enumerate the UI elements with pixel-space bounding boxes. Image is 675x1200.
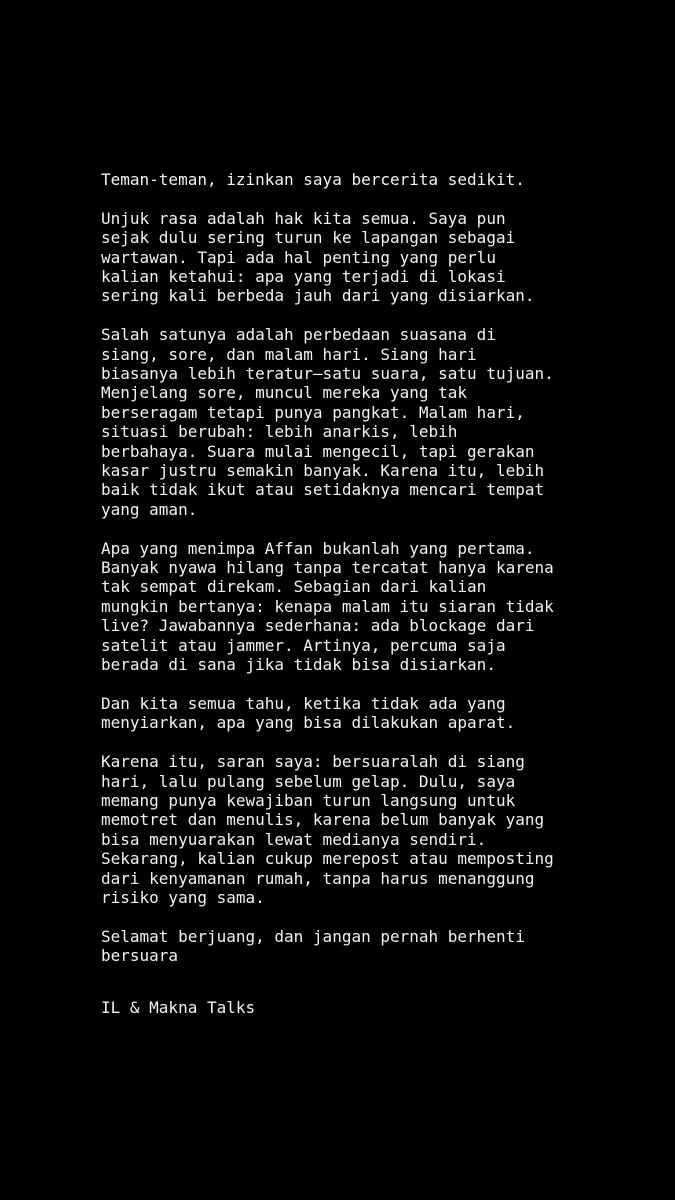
paragraph-closing: [101, 927, 581, 966]
text-line: satelit atau jammer. Artinya, percuma saja: [101, 635, 506, 655]
text-line: Salah satunya adalah perbedaan suasana di: [101, 325, 496, 345]
text-line: Apa yang menimpa Affan bukanlah yang pertama.: [101, 538, 535, 558]
text-line: Sekarang, kalian cukup merepost atau memposting: [101, 849, 554, 869]
text-line: memang punya kewajiban turun langsung untuk: [101, 790, 516, 810]
text-line: kasar justru semakin banyak. Karena itu, lebih: [101, 461, 545, 481]
text-line: hari, lalu pulang sebelum gelap. Dulu, saya: [101, 771, 516, 791]
paragraph-gap: [101, 306, 581, 325]
text-line: Dan kita semua tahu, ketika tidak ada yang: [101, 693, 506, 713]
text-line: siang, sore, dan malam hari. Siang hari: [101, 344, 477, 364]
story-text-block: [101, 170, 581, 966]
text-line: baik tidak ikut atau setidaknya mencari tempat: [101, 480, 545, 500]
text-line: Selamat berjuang, dan jangan pernah berhenti: [101, 926, 525, 946]
text-line: Menjelang sore, muncul mereka yang tak: [101, 383, 468, 403]
text-line: live? Jawabannya sederhana: ada blockage dari: [101, 616, 535, 636]
text-line: yang aman.: [101, 499, 198, 519]
text-line: menyiarkan, apa yang bisa dilakukan aparat.: [101, 713, 516, 733]
text-line: sering kali berbeda jauh dari yang disiarkan.: [101, 286, 535, 306]
text-line: Karena itu, saran saya: bersuaralah di siang: [101, 752, 525, 772]
text-line: Unjuk rasa adalah hak kita semua. Saya pun: [101, 208, 506, 228]
text-line: dari kenyamanan rumah, tanpa harus menanggung: [101, 868, 535, 888]
paragraph-no-broadcast: [101, 694, 581, 733]
text-line: biasanya lebih teratur—satu suara, satu tujuan.: [101, 364, 554, 384]
text-line: berada di sana jika tidak bisa disiarkan.: [101, 655, 496, 675]
signature: IL & Makna Talks: [101, 998, 256, 1017]
paragraph-affan: [101, 539, 581, 675]
text-line: memotret dan menulis, karena belum banyak yang: [101, 810, 545, 830]
paragraph-gap: [101, 519, 581, 538]
text-line: tak sempat direkam. Sebagian dari kalian: [101, 577, 487, 597]
paragraph-advice: [101, 752, 581, 907]
paragraph-gap: [101, 907, 581, 926]
text-line: berbahaya. Suara mulai mengecil, tapi gerakan: [101, 441, 535, 461]
paragraph-time-of-day: [101, 325, 581, 519]
text-line: wartawan. Tapi ada hal penting yang perlu: [101, 247, 496, 267]
text-line: bisa menyuarakan lewat medianya sendiri.: [101, 829, 487, 849]
paragraph-intro: [101, 170, 581, 189]
text-line: sejak dulu sering turun ke lapangan sebagai: [101, 228, 516, 248]
text-line: risiko yang sama.: [101, 887, 265, 907]
text-line: Banyak nyawa hilang tanpa tercatat hanya karena: [101, 558, 554, 578]
text-line: mungkin bertanya: kenapa malam itu siaran tidak: [101, 596, 554, 616]
paragraph-gap: [101, 189, 581, 208]
text-line: bersuara: [101, 946, 179, 966]
paragraph-protest-right: [101, 209, 581, 306]
text-line: berseragam tetapi punya pangkat. Malam hari,: [101, 402, 525, 422]
text-line: Teman-teman, izinkan saya bercerita sedikit.: [101, 170, 525, 189]
text-line: situasi berubah: lebih anarkis, lebih: [101, 422, 458, 442]
text-line: kalian ketahui: apa yang terjadi di lokasi: [101, 267, 506, 287]
paragraph-gap: [101, 733, 581, 752]
paragraph-gap: [101, 675, 581, 694]
